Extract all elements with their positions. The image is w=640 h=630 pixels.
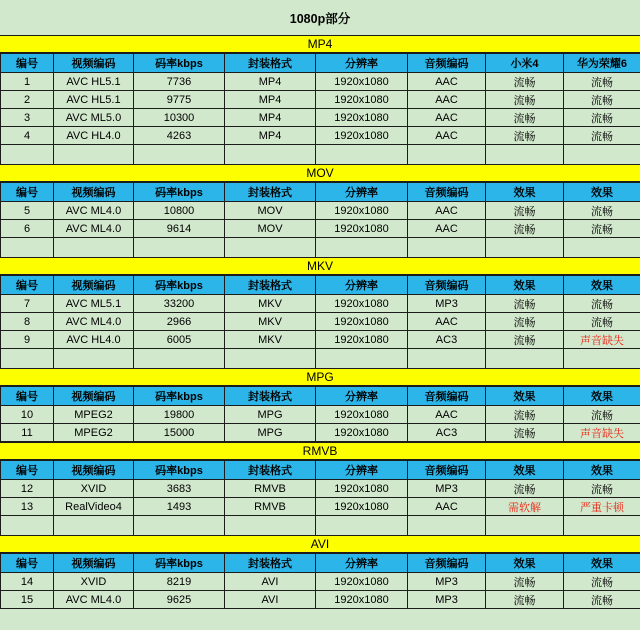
table-cell: RealVideo4 (54, 498, 134, 516)
table-cell: 严重卡顿 (564, 498, 640, 516)
column-header: 编号 (1, 54, 54, 73)
column-header: 封装格式 (225, 183, 316, 202)
section-table (0, 460, 640, 516)
table-row (1, 573, 640, 591)
table-cell: AAC (408, 91, 486, 109)
gap-cell (54, 349, 134, 368)
column-header: 效果 (486, 461, 564, 480)
table-cell: 6005 (134, 331, 225, 349)
table-header-row (1, 276, 640, 295)
table-cell: AC3 (408, 424, 486, 442)
column-header: 码率kbps (134, 183, 225, 202)
gap-cell (134, 516, 225, 535)
table-header-row (1, 54, 640, 73)
gap-cell (225, 516, 316, 535)
format-section (0, 35, 640, 164)
column-header: 码率kbps (134, 554, 225, 573)
table-cell: 3 (1, 109, 54, 127)
gap-cell (134, 349, 225, 368)
table-cell: 流畅 (486, 73, 564, 91)
table-cell: 1920x1080 (316, 573, 408, 591)
table-row (1, 127, 640, 145)
gap-cell (54, 516, 134, 535)
table-cell: 19800 (134, 406, 225, 424)
gap-cell (316, 145, 408, 164)
table-cell: MPEG2 (54, 424, 134, 442)
table-cell: 流畅 (486, 202, 564, 220)
table-cell: MOV (225, 220, 316, 238)
column-header: 编号 (1, 554, 54, 573)
table-cell: 10 (1, 406, 54, 424)
section-gap (0, 238, 640, 257)
column-header: 小米4 (486, 54, 564, 73)
column-header: 码率kbps (134, 276, 225, 295)
format-section (0, 257, 640, 368)
table-cell: 流畅 (486, 295, 564, 313)
table-cell: 1920x1080 (316, 127, 408, 145)
table-row (1, 202, 640, 220)
column-header: 音频编码 (408, 54, 486, 73)
table-cell: 流畅 (564, 91, 640, 109)
table-cell: 流畅 (486, 591, 564, 609)
table-cell: MOV (225, 202, 316, 220)
gap-cell (54, 238, 134, 257)
column-header: 视频编码 (54, 54, 134, 73)
gap-cell (134, 145, 225, 164)
gap-cell (316, 238, 408, 257)
table-cell: MPG (225, 406, 316, 424)
table-cell: 9625 (134, 591, 225, 609)
column-header: 效果 (564, 276, 640, 295)
section-table (0, 182, 640, 238)
table-row (1, 295, 640, 313)
gap-cell (486, 516, 564, 535)
section-band-label: MKV (0, 257, 640, 275)
table-cell: AAC (408, 498, 486, 516)
column-header: 编号 (1, 461, 54, 480)
section-gap (0, 516, 640, 535)
section-gap (0, 349, 640, 368)
section-table (0, 53, 640, 145)
page-title: 1080p部分 (289, 11, 351, 26)
table-row (1, 109, 640, 127)
table-cell: 3683 (134, 480, 225, 498)
table-cell: 7736 (134, 73, 225, 91)
table-cell: MP3 (408, 295, 486, 313)
section-band-label: AVI (0, 535, 640, 553)
column-header: 视频编码 (54, 387, 134, 406)
table-cell: 1920x1080 (316, 480, 408, 498)
table-cell: AVC ML5.0 (54, 109, 134, 127)
table-cell: 2 (1, 91, 54, 109)
table-row (1, 406, 640, 424)
table-cell: 5 (1, 202, 54, 220)
table-cell: AVC ML4.0 (54, 591, 134, 609)
table-cell: AVC ML5.1 (54, 295, 134, 313)
table-cell: 12 (1, 480, 54, 498)
gap-cell (1, 516, 54, 535)
column-header: 效果 (486, 276, 564, 295)
table-header-row (1, 183, 640, 202)
table-header-row (1, 387, 640, 406)
table-cell: 15000 (134, 424, 225, 442)
column-header: 效果 (564, 387, 640, 406)
column-header: 码率kbps (134, 461, 225, 480)
table-cell: MPEG2 (54, 406, 134, 424)
column-header: 分辨率 (316, 554, 408, 573)
column-header: 视频编码 (54, 461, 134, 480)
table-cell: 1 (1, 73, 54, 91)
format-section (0, 368, 640, 442)
table-row (1, 91, 640, 109)
table-cell: MP3 (408, 480, 486, 498)
table-cell: 1493 (134, 498, 225, 516)
section-band-label: MP4 (0, 35, 640, 53)
column-header: 效果 (486, 183, 564, 202)
gap-cell (564, 145, 640, 164)
table-cell: 流畅 (564, 591, 640, 609)
gap-row (1, 349, 640, 368)
column-header: 视频编码 (54, 554, 134, 573)
column-header: 分辨率 (316, 183, 408, 202)
table-cell: 1920x1080 (316, 202, 408, 220)
table-cell: 10800 (134, 202, 225, 220)
section-band-label: RMVB (0, 442, 640, 460)
table-cell: MP4 (225, 127, 316, 145)
table-cell: RMVB (225, 498, 316, 516)
table-row (1, 480, 640, 498)
table-cell: 13 (1, 498, 54, 516)
gap-cell (316, 349, 408, 368)
table-cell: 流畅 (564, 202, 640, 220)
table-cell: 1920x1080 (316, 313, 408, 331)
column-header: 效果 (564, 461, 640, 480)
table-row (1, 331, 640, 349)
table-cell: AAC (408, 73, 486, 91)
gap-cell (486, 145, 564, 164)
table-cell: AAC (408, 406, 486, 424)
table-cell: AC3 (408, 331, 486, 349)
table-cell: MKV (225, 295, 316, 313)
format-section (0, 442, 640, 535)
column-header: 效果 (564, 183, 640, 202)
table-cell: AVC ML4.0 (54, 220, 134, 238)
table-cell: 7 (1, 295, 54, 313)
table-cell: 流畅 (564, 480, 640, 498)
table-cell: AVI (225, 591, 316, 609)
column-header: 封装格式 (225, 387, 316, 406)
format-section (0, 535, 640, 609)
gap-cell (316, 516, 408, 535)
table-cell: 1920x1080 (316, 109, 408, 127)
column-header: 效果 (486, 554, 564, 573)
column-header: 编号 (1, 276, 54, 295)
table-cell: 流畅 (564, 109, 640, 127)
table-cell: 流畅 (486, 91, 564, 109)
gap-cell (408, 238, 486, 257)
gap-row (1, 238, 640, 257)
table-cell: 流畅 (564, 127, 640, 145)
gap-cell (225, 238, 316, 257)
column-header: 封装格式 (225, 54, 316, 73)
table-cell: 流畅 (564, 313, 640, 331)
column-header: 编号 (1, 183, 54, 202)
table-cell: 流畅 (486, 109, 564, 127)
table-cell: 流畅 (486, 480, 564, 498)
gap-cell (1, 349, 54, 368)
table-cell: 10300 (134, 109, 225, 127)
gap-cell (1, 145, 54, 164)
section-band-label: MOV (0, 164, 640, 182)
table-cell: 11 (1, 424, 54, 442)
table-cell: 33200 (134, 295, 225, 313)
gap-cell (486, 349, 564, 368)
gap-row (1, 516, 640, 535)
table-row (1, 498, 640, 516)
table-cell: 流畅 (564, 220, 640, 238)
table-cell: 2966 (134, 313, 225, 331)
table-cell: 1920x1080 (316, 498, 408, 516)
column-header: 音频编码 (408, 183, 486, 202)
section-table (0, 275, 640, 349)
table-cell: AVC HL5.1 (54, 91, 134, 109)
table-header-row (1, 461, 640, 480)
table-cell: 流畅 (486, 406, 564, 424)
column-header: 分辨率 (316, 387, 408, 406)
column-header: 华为荣耀6 (564, 54, 640, 73)
table-cell: 流畅 (564, 73, 640, 91)
table-cell: AAC (408, 220, 486, 238)
table-cell: AAC (408, 127, 486, 145)
table-cell: MP4 (225, 73, 316, 91)
table-cell: 流畅 (486, 127, 564, 145)
table-cell: 1920x1080 (316, 91, 408, 109)
column-header: 封装格式 (225, 554, 316, 573)
gap-cell (225, 145, 316, 164)
table-row (1, 591, 640, 609)
section-table (0, 553, 640, 609)
table-cell: 1920x1080 (316, 406, 408, 424)
table-cell: AVI (225, 573, 316, 591)
gap-cell (564, 516, 640, 535)
column-header: 音频编码 (408, 461, 486, 480)
column-header: 音频编码 (408, 554, 486, 573)
table-cell: 9 (1, 331, 54, 349)
column-header: 视频编码 (54, 183, 134, 202)
table-cell: RMVB (225, 480, 316, 498)
table-cell: 9775 (134, 91, 225, 109)
column-header: 码率kbps (134, 54, 225, 73)
table-cell: 1920x1080 (316, 591, 408, 609)
table-cell: AAC (408, 109, 486, 127)
section-table (0, 386, 640, 442)
column-header: 封装格式 (225, 461, 316, 480)
gap-cell (225, 349, 316, 368)
table-cell: AVC HL5.1 (54, 73, 134, 91)
column-header: 分辨率 (316, 54, 408, 73)
table-cell: 1920x1080 (316, 331, 408, 349)
column-header: 效果 (564, 554, 640, 573)
table-cell: 流畅 (486, 331, 564, 349)
table-cell: AVC HL4.0 (54, 127, 134, 145)
table-cell: MKV (225, 331, 316, 349)
table-cell: 4 (1, 127, 54, 145)
table-cell: 8 (1, 313, 54, 331)
sections-container (0, 35, 640, 609)
table-cell: AVC ML4.0 (54, 202, 134, 220)
table-cell: XVID (54, 573, 134, 591)
table-cell: MKV (225, 313, 316, 331)
table-cell: 1920x1080 (316, 295, 408, 313)
table-cell: 流畅 (486, 220, 564, 238)
gap-row (1, 145, 640, 164)
table-cell: 1920x1080 (316, 220, 408, 238)
table-cell: 声音缺失 (564, 331, 640, 349)
gap-cell (408, 516, 486, 535)
table-cell: 流畅 (486, 424, 564, 442)
gap-cell (54, 145, 134, 164)
table-cell: 流畅 (486, 573, 564, 591)
table-cell: XVID (54, 480, 134, 498)
gap-cell (564, 238, 640, 257)
table-row (1, 220, 640, 238)
format-section (0, 164, 640, 257)
section-band-label: MPG (0, 368, 640, 386)
table-row (1, 313, 640, 331)
column-header: 分辨率 (316, 276, 408, 295)
table-row (1, 424, 640, 442)
gap-cell (134, 238, 225, 257)
gap-cell (1, 238, 54, 257)
gap-cell (564, 349, 640, 368)
column-header: 视频编码 (54, 276, 134, 295)
table-header-row (1, 554, 640, 573)
table-cell: 流畅 (564, 295, 640, 313)
table-cell: AVC ML4.0 (54, 313, 134, 331)
section-gap (0, 145, 640, 164)
table-cell: 1920x1080 (316, 424, 408, 442)
column-header: 编号 (1, 387, 54, 406)
gap-cell (408, 349, 486, 368)
table-cell: 流畅 (486, 313, 564, 331)
table-cell: 6 (1, 220, 54, 238)
table-row (1, 73, 640, 91)
table-cell: 15 (1, 591, 54, 609)
table-cell: MP3 (408, 573, 486, 591)
table-cell: 14 (1, 573, 54, 591)
table-cell: AAC (408, 202, 486, 220)
table-cell: 4263 (134, 127, 225, 145)
table-cell: AVC HL4.0 (54, 331, 134, 349)
table-cell: 需软解 (486, 498, 564, 516)
column-header: 音频编码 (408, 276, 486, 295)
column-header: 音频编码 (408, 387, 486, 406)
table-cell: 流畅 (564, 406, 640, 424)
table-cell: AAC (408, 313, 486, 331)
table-cell: MP4 (225, 91, 316, 109)
column-header: 码率kbps (134, 387, 225, 406)
table-cell: 9614 (134, 220, 225, 238)
gap-cell (408, 145, 486, 164)
table-cell: MPG (225, 424, 316, 442)
table-cell: MP3 (408, 591, 486, 609)
table-cell: 流畅 (564, 573, 640, 591)
column-header: 效果 (486, 387, 564, 406)
table-cell: MP4 (225, 109, 316, 127)
column-header: 封装格式 (225, 276, 316, 295)
column-header: 分辨率 (316, 461, 408, 480)
table-cell: 1920x1080 (316, 73, 408, 91)
table-cell: 8219 (134, 573, 225, 591)
table-cell: 声音缺失 (564, 424, 640, 442)
gap-cell (486, 238, 564, 257)
